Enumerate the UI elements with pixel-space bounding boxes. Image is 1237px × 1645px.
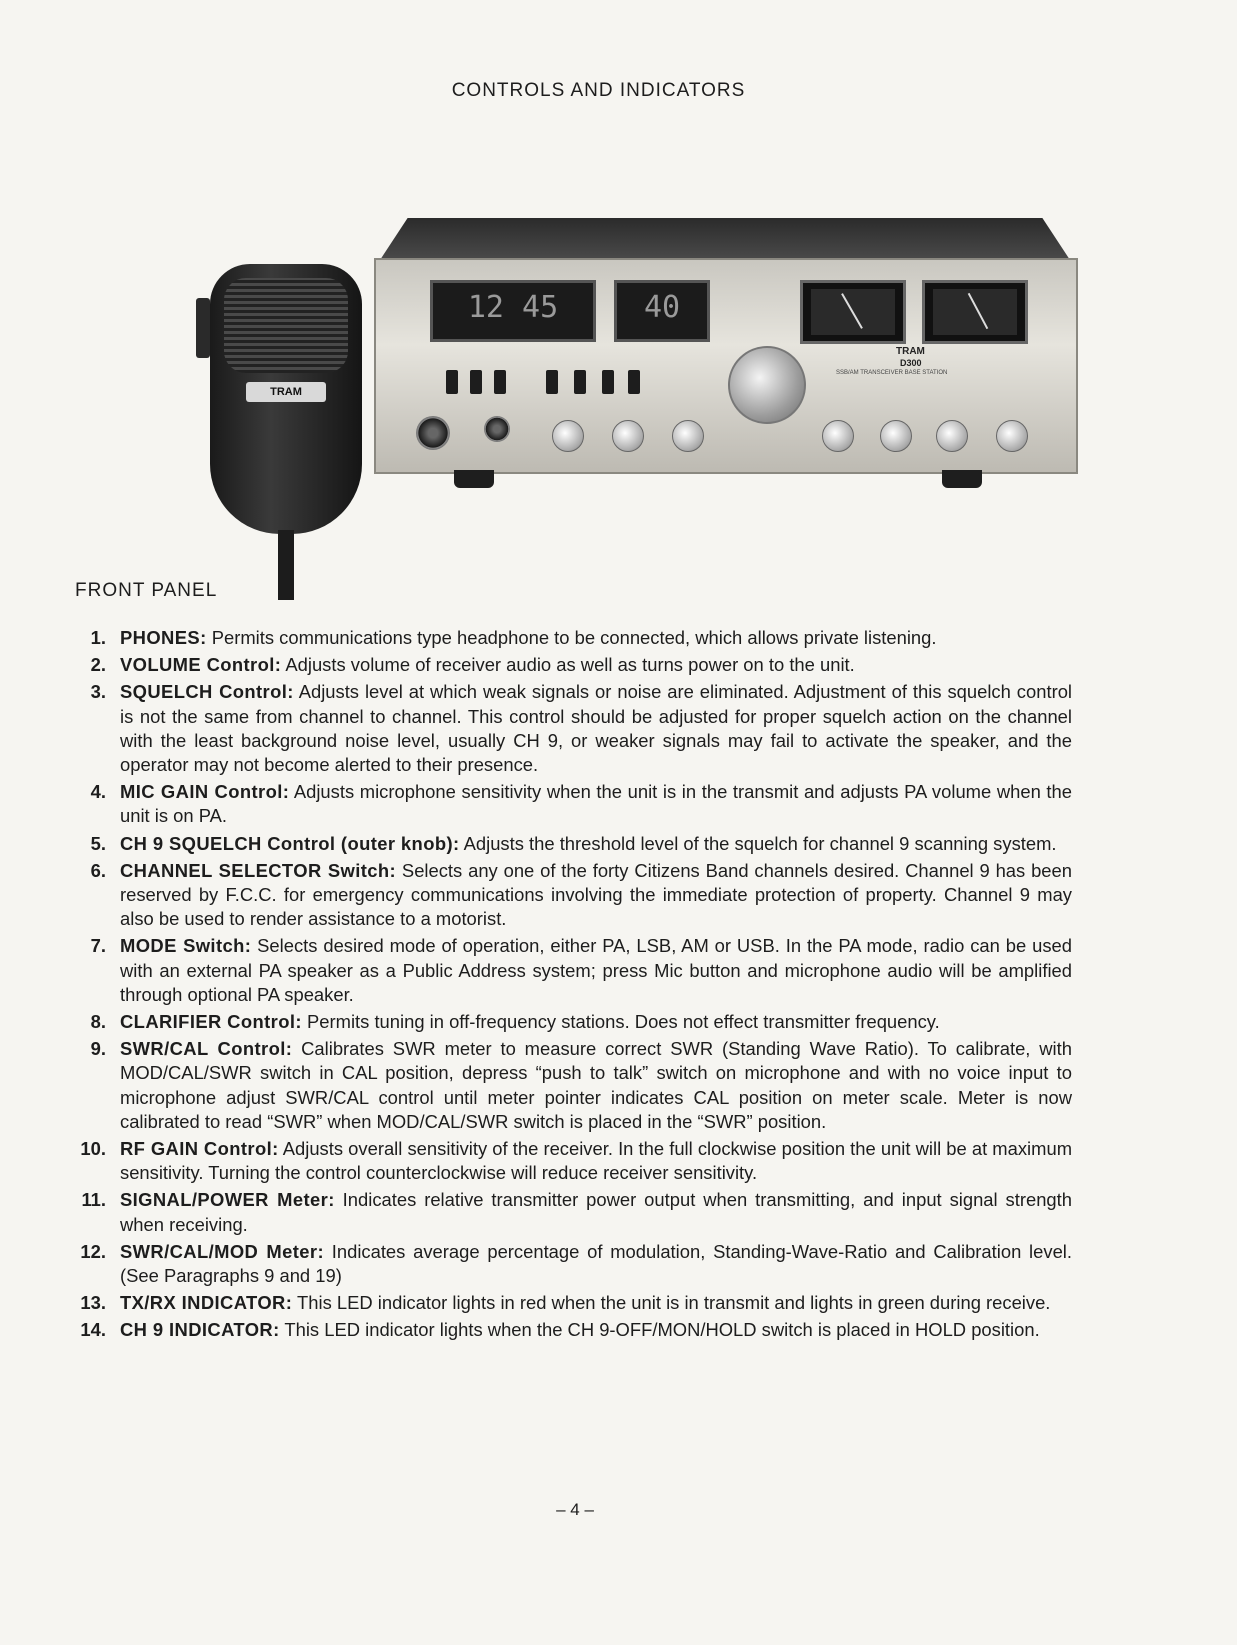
channel-display: 40 — [614, 280, 710, 342]
list-item — [72, 653, 1072, 677]
item-term: SIGNAL/POWER Meter: — [120, 1189, 335, 1211]
item-number: 7. — [90, 935, 106, 957]
set-alarm-switch — [470, 370, 482, 394]
item-description: Selects any one of the forty Citizens Band channels desired. Channel 9 has been reserved by F.C.C. for emergency communications involving the immediate protection of property. Channel 9 may also be used to render assistance to a motorist. — [120, 859, 1072, 930]
section-heading: FRONT PANEL — [75, 580, 218, 601]
list-item — [72, 1188, 1072, 1236]
item-term: SWR/CAL/MOD Meter: — [120, 1240, 324, 1262]
list-item — [72, 832, 1072, 856]
volume-knob — [552, 420, 584, 452]
item-number: 4. — [90, 781, 106, 803]
list-item — [72, 1240, 1072, 1288]
item-number: 13. — [80, 1292, 106, 1314]
item-term: CH 9 SQUELCH Control (outer knob): — [120, 832, 460, 854]
channel-selector-knob — [728, 346, 806, 424]
item-description: Adjusts microphone sensitivity when the unit is in the transmit and adjusts PA volume when the unit is on PA. — [120, 781, 1072, 827]
mode-knob — [822, 420, 854, 452]
item-term: CHANNEL SELECTOR Switch: — [120, 859, 397, 881]
radio-foot-right — [942, 470, 982, 488]
item-description: Selects desired mode of operation, either PA, LSB, AM or USB. In the PA mode, radio can be used with an external PA speaker as a Public Address system; press Mic button and microphone audio will be amplified through optional PA speaker. — [120, 935, 1072, 1005]
swr-cal-knob — [936, 420, 968, 452]
item-description: Calibrates SWR meter to measure correct SWR (Standing Wave Ratio). To calibrate, with MOD/CAL/SWR switch in CAL position, depress “push to talk” switch on microphone and with no voice input to microphone adjust SWR/CAL control until meter pointer indicates CAL position on meter scale. Meter is now calibrated to read “SWR” when MOD/CAL/SWR switch is placed in the “SWR” position. — [120, 1038, 1072, 1132]
item-term: CH 9 INDICATOR: — [120, 1319, 280, 1341]
item-description: Indicates average percentage of modulation, Standing-Wave-Ratio and Calibration level. (See Paragraphs 9 and 19) — [120, 1240, 1072, 1287]
item-number: 9. — [90, 1038, 106, 1060]
item-term: SQUELCH Control: — [120, 681, 294, 703]
radio-brand: TRAM — [896, 346, 925, 357]
radio-illustration — [190, 218, 1090, 598]
item-number: 3. — [90, 681, 106, 703]
list-item — [72, 1291, 1072, 1315]
item-description: Indicates relative transmitter power output when transmitting, and input signal strength when receiving. — [120, 1189, 1072, 1235]
item-description: Permits communications type headphone to be connected, which allows private listening. — [206, 627, 937, 648]
list-item — [72, 680, 1072, 777]
mic-grille — [224, 278, 348, 373]
item-number: 11. — [81, 1189, 106, 1211]
swr-mod-switch — [546, 370, 558, 394]
swr-cal-mod-meter — [922, 280, 1028, 344]
radio-foot-left — [454, 470, 494, 488]
radio-cabinet-top — [380, 218, 1070, 260]
mic-gain-knob — [672, 420, 704, 452]
item-term: VOLUME Control: — [120, 654, 282, 676]
controls-list — [72, 626, 1072, 1346]
list-item — [72, 780, 1072, 828]
signal-power-meter — [800, 280, 906, 344]
item-term: MIC GAIN Control: — [120, 781, 290, 803]
list-item — [72, 1037, 1072, 1134]
item-number: 8. — [90, 1011, 106, 1033]
squelch-knob — [612, 420, 644, 452]
item-description: This LED indicator lights in red when the unit is in transmit and lights in green during receive. — [292, 1292, 1051, 1314]
item-term: RF GAIN Control: — [120, 1138, 279, 1160]
item-description: This LED indicator lights when the CH 9-OFF/MON/HOLD switch is placed in HOLD position. — [279, 1319, 1040, 1341]
list-item — [72, 934, 1072, 1007]
page-title: CONTROLS AND INDICATORS — [451, 80, 746, 101]
mic-clip — [196, 298, 210, 358]
ch9-hold-switch — [628, 370, 640, 394]
radio-model: D300 — [900, 358, 922, 368]
page-number: – 4 – — [556, 1500, 594, 1519]
item-description: Adjusts overall sensitivity of the receiver. In the full clockwise position the unit will be at maximum sensitivity. Turning the control counterclockwise will reduce receiver sensitivity. — [120, 1138, 1073, 1184]
list-item — [72, 1318, 1072, 1342]
item-description: Adjusts the threshold level of the squelch for channel 9 scanning system. — [459, 832, 1057, 854]
item-term: CLARIFIER Control: — [120, 1011, 302, 1033]
list-item — [72, 859, 1072, 932]
clarifier-knob — [880, 420, 912, 452]
list-item — [72, 1137, 1072, 1185]
item-number: 2. — [90, 654, 106, 676]
item-description: Permits tuning in off-frequency stations. Does not effect transmitter frequency. — [301, 1011, 940, 1033]
mic-cable — [278, 530, 294, 600]
item-number: 1. — [90, 627, 106, 648]
item-term: PHONES: — [120, 627, 207, 648]
item-term: TX/RX INDICATOR: — [120, 1292, 293, 1314]
microphone — [210, 264, 362, 534]
radio-front-panel — [374, 258, 1078, 474]
item-description: Adjusts volume of receiver audio as well as turns power on to the unit. — [281, 654, 855, 676]
list-item — [72, 1010, 1072, 1034]
rf-gain-knob — [996, 420, 1028, 452]
list-item — [72, 626, 1072, 650]
item-number: 14. — [80, 1319, 106, 1341]
nb-anl-switch — [602, 370, 614, 394]
set-clock-switch — [494, 370, 506, 394]
item-term: SWR/CAL Control: — [120, 1038, 293, 1060]
item-number: 5. — [90, 832, 106, 854]
mic-jack — [416, 416, 450, 450]
phones-jack — [484, 416, 510, 442]
item-number: 10. — [80, 1138, 106, 1160]
mic-logo: TRAM — [246, 382, 326, 402]
tone-switch — [574, 370, 586, 394]
item-number: 6. — [90, 859, 106, 881]
alarm-switch — [446, 370, 458, 394]
item-term: MODE Switch: — [120, 935, 252, 957]
clock-display: 12 45 — [430, 280, 596, 342]
item-description: Adjusts level at which weak signals or noise are eliminated. Adjustment of this squelch control is not the same from channel to channel. This control should be adjusted for proper squelch action on the channel with the least background noise level, usually CH 9, or weaker signals may fail to activate the speaker, and the operator may not become alerted to their presence. — [120, 681, 1073, 776]
item-number: 12. — [80, 1240, 106, 1262]
radio-subtitle: SSB/AM TRANSCEIVER BASE STATION — [836, 370, 948, 376]
